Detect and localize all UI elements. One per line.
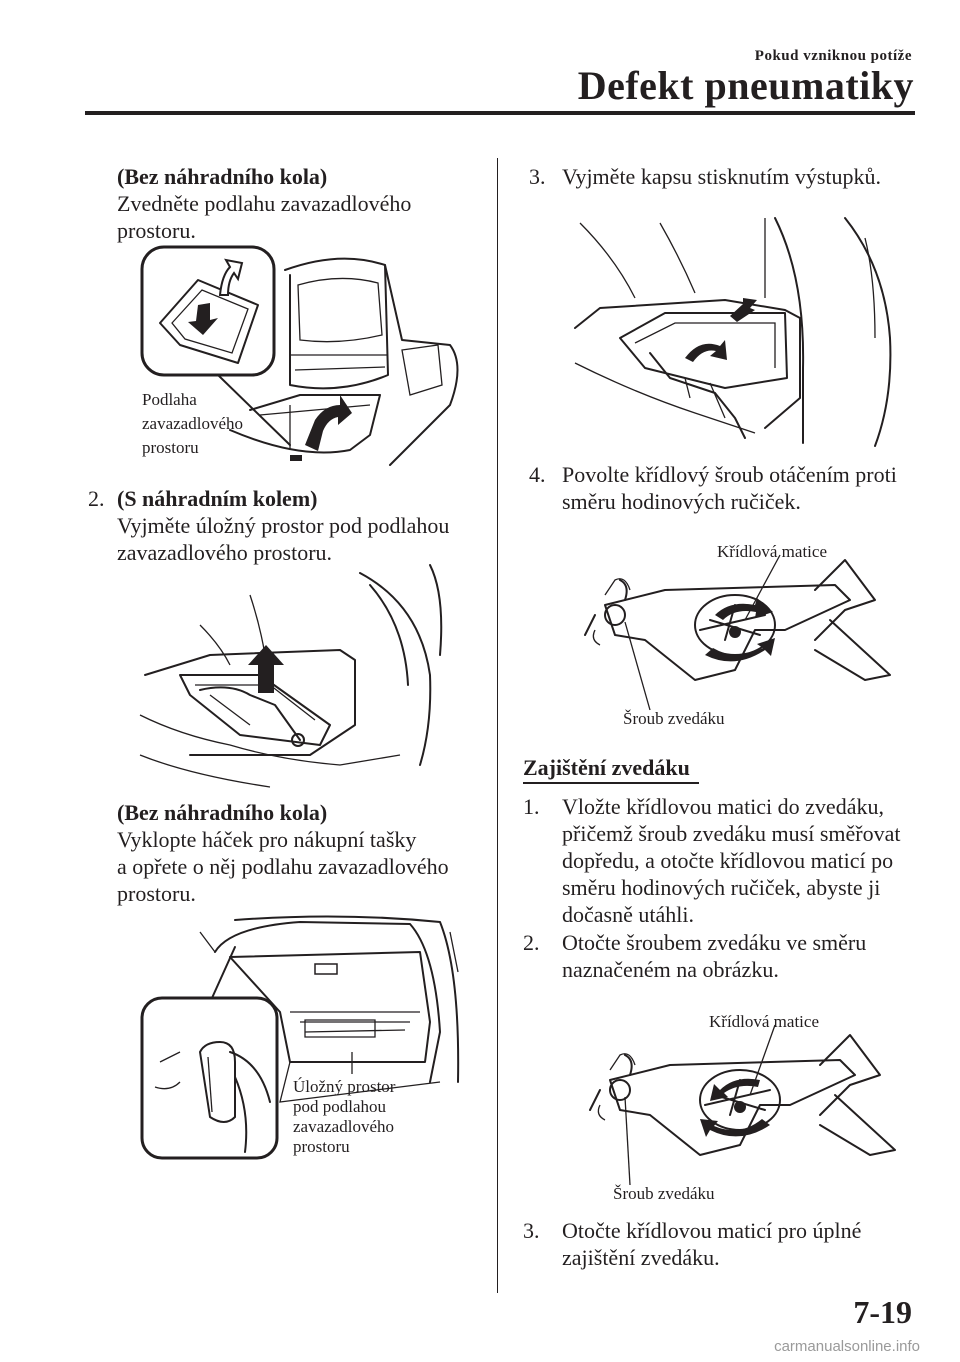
p1-heading: (Bez náhradního kola) — [117, 164, 328, 189]
p3-line2: a opřete o něj podlahu zavazadlového — [117, 854, 449, 879]
pocket-removal-illustration — [575, 218, 910, 453]
fig3-label-4: prostoru — [293, 1137, 350, 1156]
p3-line1: Vyklopte háček pro nákupní tašky — [117, 827, 417, 852]
fig3-label-1: Úložný prostor — [293, 1077, 396, 1096]
s3-line1: Otočte křídlovou maticí pro úplné — [562, 1218, 862, 1243]
p1-line1: Zvedněte podlahu zavazadlového — [117, 191, 412, 216]
p3-heading: (Bez náhradního kola) — [117, 800, 328, 825]
fig1-label-2: zavazadlového — [142, 414, 243, 433]
step4-line2: směru hodinových ručiček. — [562, 489, 801, 514]
s1-line1: Vložte křídlovou matici do zvedáku, — [562, 794, 884, 819]
fig6-label-wing-nut: Křídlová matice — [709, 1012, 819, 1031]
s1-line4: směru hodinových ručiček, abyste ji — [562, 875, 881, 900]
header-rule — [85, 111, 915, 115]
s1-number: 1. — [523, 794, 540, 819]
p3-line3: prostoru. — [117, 881, 196, 906]
fig3-label-3: zavazadlového — [293, 1117, 394, 1136]
fig1-label-1: Podlaha — [142, 390, 197, 409]
step2-line1: Vyjměte úložný prostor pod podlahou — [117, 513, 450, 538]
s1-line5: dočasně utáhli. — [562, 902, 694, 927]
step2-line2: zavazadlového prostoru. — [117, 540, 333, 565]
step4-line1: Povolte křídlový šroub otáčením proti — [562, 462, 897, 487]
storage-box-illustration — [140, 565, 450, 790]
section-header: Pokud vzniknou potíže — [754, 48, 912, 64]
section-title: Zajištění zvedáku — [523, 755, 690, 780]
s1-line2: přičemž šroub zvedáku musí směřovat — [562, 821, 901, 846]
step4-number: 4. — [529, 462, 546, 487]
fig1-label-3: prostoru — [142, 438, 199, 457]
footer-watermark: carmanualsonline.info — [774, 1338, 920, 1355]
step3-text: Vyjměte kapsu stisknutím výstupků. — [562, 164, 881, 189]
step2-heading: (S náhradním kolem) — [117, 486, 318, 511]
s2-number: 2. — [523, 930, 540, 955]
step3-number: 3. — [529, 164, 546, 189]
page-title: Defekt pneumatiky — [577, 63, 914, 108]
fig3-label-2: pod podlahou — [293, 1097, 387, 1116]
fig5-label-jack-screw: Šroub zvedáku — [623, 709, 725, 728]
fig6-label-jack-screw: Šroub zvedáku — [613, 1184, 715, 1203]
s1-line3: dopředu, a otočte křídlovou maticí po — [562, 848, 894, 873]
s3-line2: zajištění zvedáku. — [562, 1245, 720, 1270]
column-divider — [497, 158, 498, 1293]
s3-number: 3. — [523, 1218, 540, 1243]
jack-loosen-illustration — [585, 560, 895, 710]
s2-line1: Otočte šroubem zvedáku ve směru — [562, 930, 867, 955]
p1-line2: prostoru. — [117, 218, 196, 243]
s2-line2: naznačeném na obrázku. — [562, 957, 779, 982]
step2-number: 2. — [88, 486, 105, 511]
fig5-label-wing-nut: Křídlová matice — [717, 542, 827, 561]
section-underline — [523, 782, 699, 784]
jack-tighten-illustration — [590, 1035, 900, 1185]
page-number: 7-19 — [853, 1294, 912, 1330]
